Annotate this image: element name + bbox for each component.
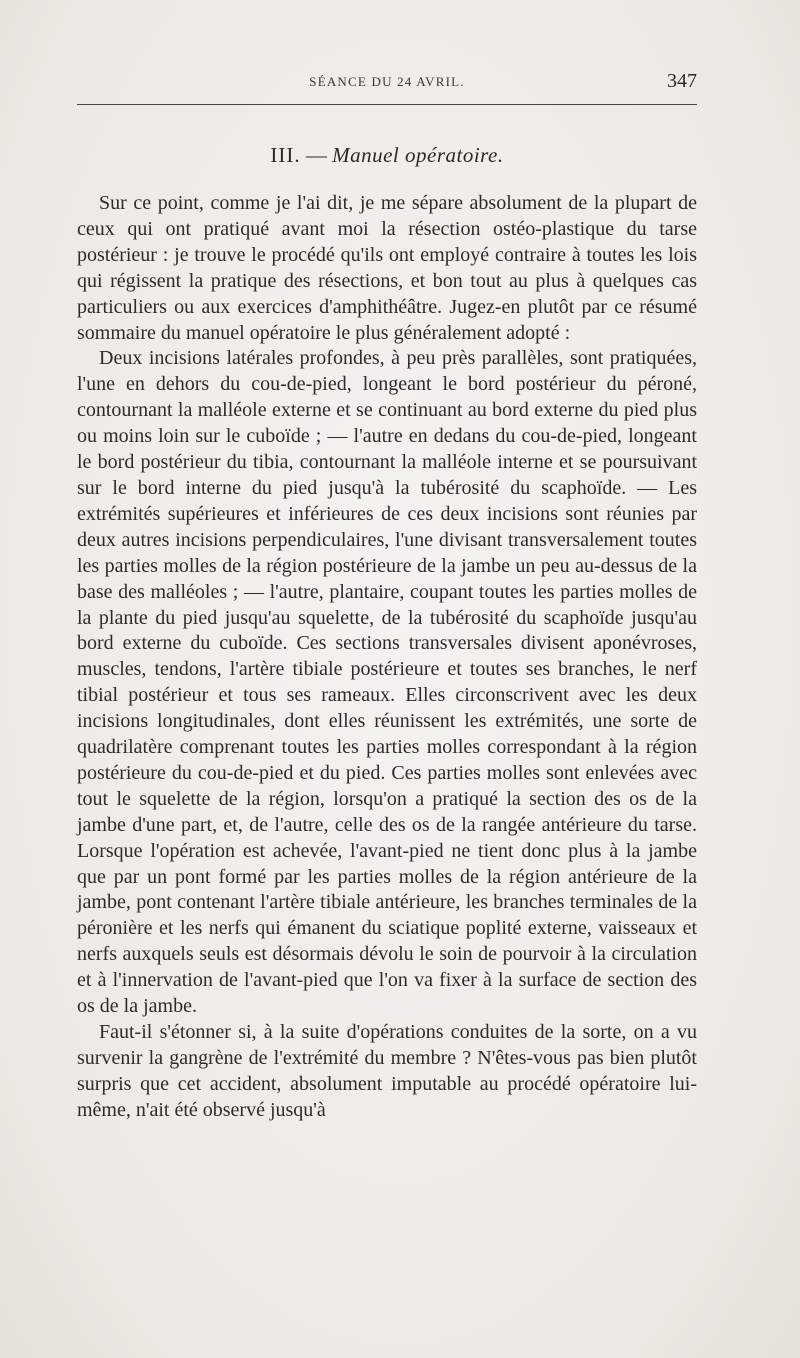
page-header: [77, 68, 697, 96]
section-dash: —: [305, 143, 327, 167]
header-rule: [77, 104, 697, 105]
page-number: 347: [667, 70, 697, 92]
section-title: Manuel opératoire.: [332, 143, 504, 167]
section-heading: [77, 143, 697, 168]
paragraph: Sur ce point, comme je l'ai dit, je me sépare absolument de la plupart de ceux qui ont pratiqué avant moi la résection ostéo-plastique du tarse postérieur : je trouve le procédé qu'ils ont employé contraire à toutes les lois qui régissent la pratique des résections, et bon tout au plus à quelques cas particuliers ou aux exercices d'amphithéâtre. Jugez-en plutôt par ce résumé sommaire du manuel opératoire le plus généralement adopté :: [77, 192, 697, 344]
body-text: [77, 191, 697, 1124]
paragraph: Deux incisions latérales profondes, à peu près parallèles, sont pratiquées, l'une en dehors du cou-de-pied, longeant le bord postérieur du péroné, contournant la malléole externe et se continuant au bord externe du pied plus ou moins loin sur le cuboïde ; — l'autre en dedans du cou-de-pied, longeant le bord postérieur du tibia, contournant la malléole interne et se poursuivant sur le bord interne du pied jusqu'à la tubérosité du scaphoïde. — Les extrémités supérieures et inférieures de ces deux incisions sont réunies par deux autres incisions perpendiculaires, l'une divisant transversalement toutes les parties molles de la région postérieure de la jambe un peu au-dessus de la base des malléoles ; — l'autre, plantaire, coupant toutes les parties molles de la plante du pied jusqu'au squelette, de la tubérosité du scaphoïde jusqu'au bord externe du cuboïde. Ces sections transversales divisent aponévroses, muscles, tendons, l'artère tibiale postérieure et toutes ses branches, le nerf tibial postérieur et tous ses rameaux. Elles circonscrivent avec les deux incisions longitudinales, dont elles réunissent les extrémités, une sorte de quadrilatère comprenant toutes les parties molles correspondant à la région postérieure du cou-de-pied et du pied. Ces parties molles sont enlevées avec tout le squelette de la région, lorsqu'on a pratiqué la section des os de la jambe d'une part, et, de l'autre, celle des os de la rangée antérieure du tarse. Lorsque l'opération est achevée, l'avant-pied ne tient donc plus à la jambe que par un pont formé par les parties molles de la région antérieure de la jambe, pont contenant l'artère tibiale antérieure, les branches terminales de la péronière et les nerfs qui émanent du sciatique poplité externe, vaisseaux et nerfs auxquels seuls est désormais dévolu le soin de pourvoir à la circulation et à l'innervation de l'avant-pied que l'on va fixer à la surface de section des os de la jambe.: [77, 347, 697, 1018]
paragraph: Faut-il s'étonner si, à la suite d'opérations conduites de la sorte, on a vu survenir la gangrène de l'extrémité du membre ? N'êtes-vous pas bien plutôt surpris que cet accident, absolument imputable au procédé opératoire lui-même, n'ait été observé jusqu'à: [77, 1021, 697, 1121]
running-title: SÉANCE DU 24 AVRIL.: [309, 74, 465, 89]
section-number: III.: [270, 143, 301, 167]
